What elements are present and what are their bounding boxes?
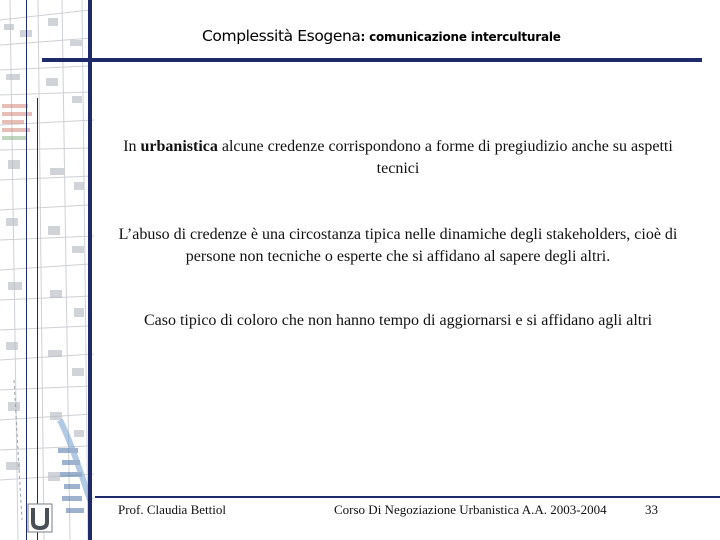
left-vertical-rule-thick bbox=[88, 0, 92, 540]
paragraph-urbanistica bbox=[100, 136, 696, 180]
paragraph1-pre: In bbox=[123, 138, 141, 155]
footer-author: Prof. Claudia Bettiol bbox=[118, 502, 226, 517]
paragraph-caso-tipico: Caso tipico di coloro che non hanno tempo di aggiornarsi e si affidano agli altri bbox=[143, 312, 653, 329]
university-logo-icon bbox=[26, 500, 54, 534]
slide-title bbox=[202, 26, 702, 52]
paragraph1-post: alcune credenze corrispondono a forme di pregiudizio anche su aspetti tecnici bbox=[217, 138, 673, 177]
footer-rule bbox=[95, 496, 720, 498]
city-map-decoration bbox=[0, 0, 96, 540]
footer-course: Corso Di Negoziazione Urbanistica A.A. 2003-2004 bbox=[334, 502, 607, 517]
left-vertical-rule-thin bbox=[26, 0, 27, 540]
title-subtitle: : comunicazione interculturale bbox=[360, 30, 561, 44]
left-vertical-rule-thin-2 bbox=[37, 98, 38, 540]
footer-page-number: 33 bbox=[645, 502, 658, 517]
paragraph-stakeholders: L’abuso di credenze è una circostanza tipica nelle dinamiche degli stakeholders, cioè di persone non tecniche o esperte che si affidano al sapere degli altri. bbox=[118, 226, 678, 265]
title-underline bbox=[42, 58, 702, 62]
title-main: Complessità Esogena bbox=[202, 27, 361, 45]
paragraph1-bold: urbanistica bbox=[140, 138, 218, 155]
